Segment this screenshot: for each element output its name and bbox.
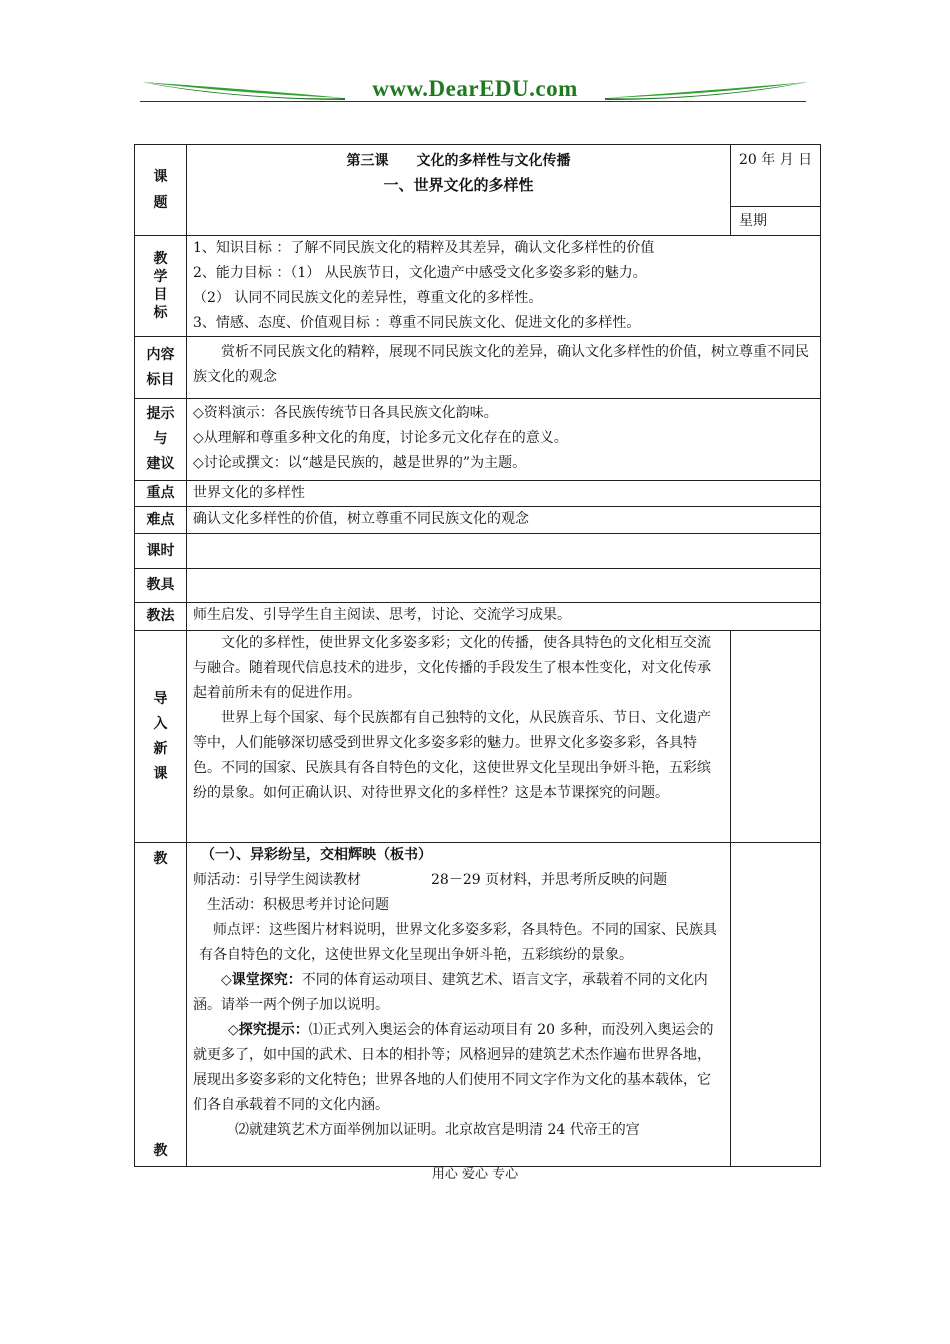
teaching-aids-label: 教具 bbox=[135, 569, 187, 603]
objective-line: 1、知识目标 ：了解不同民族文化的精粹及其差异，确认文化多样性的价值 bbox=[193, 240, 655, 256]
teaching-label-top: 教 bbox=[153, 851, 168, 867]
title-label: 课 题 bbox=[135, 145, 187, 236]
tip-line: ◇资料演示：各民族传统节日各具民族文化韵味。 bbox=[193, 405, 498, 421]
hint-second-point: ⑵就建筑艺术方面举例加以证明。北京故宫是明清 24 代帝王的宫 bbox=[235, 1122, 640, 1138]
lesson-title-cell bbox=[187, 145, 731, 236]
intro-notes-cell bbox=[731, 631, 821, 843]
student-activity: 生活动：积极思考并讨论问题 bbox=[207, 897, 389, 913]
teaching-notes-cell bbox=[731, 843, 821, 1167]
teaching-content bbox=[187, 843, 731, 1167]
title-row bbox=[135, 145, 821, 207]
hint-label: ◇探究提示： bbox=[228, 1022, 309, 1038]
teaching-aids-text bbox=[187, 569, 821, 603]
inquiry-label: ◇课堂探究： bbox=[221, 972, 302, 988]
hint-paragraph bbox=[193, 1018, 724, 1118]
class-hours-label: 课时 bbox=[135, 534, 187, 569]
intro-label: 导 入 新 课 bbox=[135, 631, 187, 843]
class-hours-text bbox=[187, 534, 821, 569]
objective-line: （2） 认同不同民族文化的差异性，尊重文化的多样性。 bbox=[193, 290, 543, 306]
key-point-label: 重点 bbox=[135, 481, 187, 507]
tips-content bbox=[187, 399, 821, 481]
site-header bbox=[140, 72, 810, 112]
key-point-text: 世界文化的多样性 bbox=[187, 481, 821, 507]
header-rule bbox=[140, 101, 806, 102]
inquiry-paragraph bbox=[193, 968, 724, 1018]
teaching-aids-row bbox=[135, 569, 821, 603]
objectives-content bbox=[187, 236, 821, 337]
difficulty-text: 确认文化多样性的价值，树立尊重不同民族文化的观念 bbox=[187, 507, 821, 534]
weekday-cell: 星期 bbox=[731, 207, 821, 236]
site-logo-text: www.DearEDU.com bbox=[372, 76, 578, 101]
class-hours-row bbox=[135, 534, 821, 569]
lesson-title: 第三课 文化的多样性与文化传播 bbox=[346, 153, 571, 169]
key-point-row bbox=[135, 481, 821, 507]
method-text: 师生启发、引导学生自主阅读、思考，讨论、交流学习成果。 bbox=[187, 603, 821, 631]
teaching-label-bottom: 教 bbox=[153, 1143, 168, 1159]
difficulty-row bbox=[135, 507, 821, 534]
tips-row bbox=[135, 399, 821, 481]
page-footer: 用心 爱心 专心 bbox=[431, 1167, 519, 1182]
teaching-heading: （一）、异彩纷呈，交相辉映（板书） bbox=[201, 847, 432, 863]
hint-text: ⑴正式列入奥运会的体育运动项目有 20 多种，而没列入奥运会的就更多了，如中国的武术、日本的相扑等；风格迥异的建筑艺术杰作遍布世界各地，展现出多姿多彩的文化特色；世界各地的人们使用不同文字作为文化的基本载体，它们各自承载着不同的文化内涵。 bbox=[193, 1022, 714, 1113]
content-goal-row bbox=[135, 337, 821, 399]
objectives-label: 教 学 目 标 bbox=[135, 236, 187, 337]
inquiry-text: 不同的体育运动项目、建筑艺术、语言文字，承载着不同的文化内涵。请举一两个例子加以说明。 bbox=[193, 972, 708, 1013]
tip-line: ◇讨论或撰文：以“越是民族的，越是世界的”为主题。 bbox=[193, 455, 527, 471]
teaching-label-cell bbox=[135, 843, 187, 1167]
intro-paragraph: 世界上每个国家、每个民族都有自己独特的文化，从民族音乐、节日、文化遗产等中，人们能够深切感受到世界文化多姿多彩的魅力。世界文化多姿多彩，各具特色。不同的国家、民族具有各自特色的文化，这使世界文化呈现出争妍斗艳，五彩缤纷的景象。如何正确认识、对待世界文化的多样性？这是本节课探究的问题。 bbox=[193, 710, 711, 801]
method-label: 教法 bbox=[135, 603, 187, 631]
lesson-plan-table bbox=[134, 144, 821, 1167]
date-cell: 20 年 月 日 bbox=[731, 145, 821, 207]
teaching-row bbox=[135, 843, 821, 1167]
intro-content bbox=[187, 631, 731, 843]
difficulty-label: 难点 bbox=[135, 507, 187, 534]
teacher-comment: 师点评：这些图片材料说明，世界文化多姿多彩，各具特色。不同的国家、民族具有各自特色的文化，这使世界文化呈现出争妍斗艳，五彩缤纷的景象。 bbox=[199, 922, 717, 963]
objective-line: 3、情感、态度、价值观目标 ：尊重不同民族文化、促进文化的多样性。 bbox=[193, 315, 641, 331]
intro-paragraph: 文化的多样性，使世界文化多姿多彩；文化的传播，使各具特色的文化相互交流与融合。随着现代信息技术的进步，文化传播的手段发生了根本性变化，对文化传承起着前所未有的促进作用。 bbox=[193, 635, 711, 701]
objectives-row bbox=[135, 236, 821, 337]
intro-row bbox=[135, 631, 821, 843]
tips-label: 提示 与 建议 bbox=[135, 399, 187, 481]
method-row bbox=[135, 603, 821, 631]
content-goal-text: 赏析不同民族文化的精粹，展现不同民族文化的差异，确认文化多样性的价值，树立尊重不同民族文化的观念 bbox=[187, 337, 821, 399]
section-title: 一、世界文化的多样性 bbox=[383, 176, 534, 194]
teacher-activity: 师活动：引导学生阅读教材 28－29 页材料，并思考所反映的问题 bbox=[193, 872, 668, 888]
content-goal-label: 内容 标目 bbox=[135, 337, 187, 399]
objective-line: 2、能力目标 ：（1） 从民族节日，文化遗产中感受文化多姿多彩的魅力。 bbox=[193, 265, 647, 281]
tip-line: ◇从理解和尊重多种文化的角度，讨论多元文化存在的意义。 bbox=[193, 430, 568, 446]
